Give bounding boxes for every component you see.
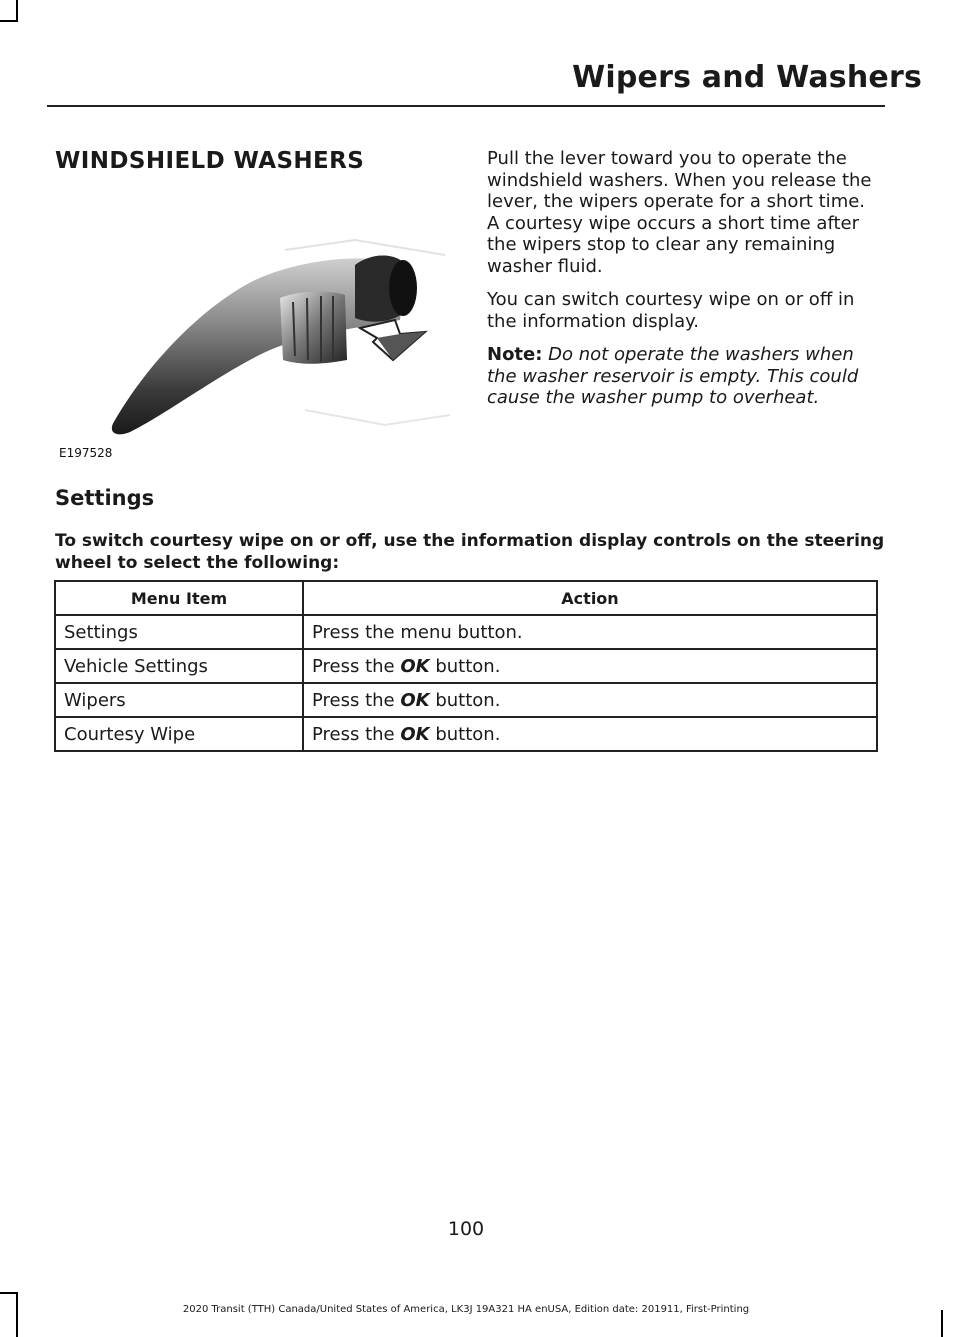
page-header-title: Wipers and Washers	[572, 60, 922, 95]
table-row	[55, 683, 877, 717]
menu-item-cell: Vehicle Settings	[55, 649, 303, 683]
action-cell	[303, 649, 877, 683]
menu-item-cell: Wipers	[55, 683, 303, 717]
section-heading: WINDSHIELD WASHERS	[55, 148, 365, 174]
settings-table	[54, 580, 878, 752]
action-cell	[303, 615, 877, 649]
ok-label: OK	[400, 723, 430, 745]
crop-mark	[0, 20, 18, 22]
paragraph: Pull the lever toward you to operate the windshield washers. When you release the lever, the wipers operate for a short time. A courtesy wipe occurs a short time after the wipers stop to clear any remaining washer fluid.	[487, 148, 872, 277]
action-text: button.	[429, 655, 501, 677]
paragraph: You can switch courtesy wipe on or off in the information display.	[487, 289, 855, 332]
body-text-column	[487, 148, 883, 421]
action-text: Press the	[312, 723, 401, 745]
edition-footer: 2020 Transit (TTH) Canada/United States of America, LK3J 19A321 HA enUSA, Edition date: 201911, First-Printing	[182, 1304, 750, 1315]
table-row	[55, 649, 877, 683]
action-cell	[303, 683, 877, 717]
column-header-action: Action	[303, 581, 877, 615]
note	[487, 344, 883, 409]
figure-code: E197528	[59, 446, 113, 460]
action-text: Press the	[312, 655, 401, 677]
menu-item-cell: Settings	[55, 615, 303, 649]
action-text: Press the menu button.	[312, 621, 523, 643]
crop-mark	[0, 1292, 18, 1294]
table-header-row	[55, 581, 877, 615]
column-header-menu-item: Menu Item	[55, 581, 303, 615]
ok-label: OK	[400, 655, 430, 677]
settings-heading: Settings	[55, 486, 155, 510]
wiper-lever-image	[55, 210, 452, 466]
wiper-lever-illustration	[55, 210, 452, 466]
menu-item-cell: Courtesy Wipe	[55, 717, 303, 751]
crop-mark	[941, 1310, 943, 1337]
ok-label: OK	[400, 689, 430, 711]
note-text: Do not operate the washers when the washer reservoir is empty. This could cause the washer pump to overheat.	[487, 344, 859, 408]
action-text: button.	[429, 689, 501, 711]
action-cell	[303, 717, 877, 751]
settings-instructions: To switch courtesy wipe on or off, use the information display controls on the steering wheel to select the following:	[55, 531, 885, 573]
table-row	[55, 717, 877, 751]
action-text: button.	[429, 723, 501, 745]
page-number: 100	[447, 1218, 485, 1240]
header-divider	[47, 105, 885, 107]
crop-mark	[16, 0, 18, 22]
note-label: Note:	[487, 344, 543, 365]
table-row	[55, 615, 877, 649]
action-text: Press the	[312, 689, 401, 711]
